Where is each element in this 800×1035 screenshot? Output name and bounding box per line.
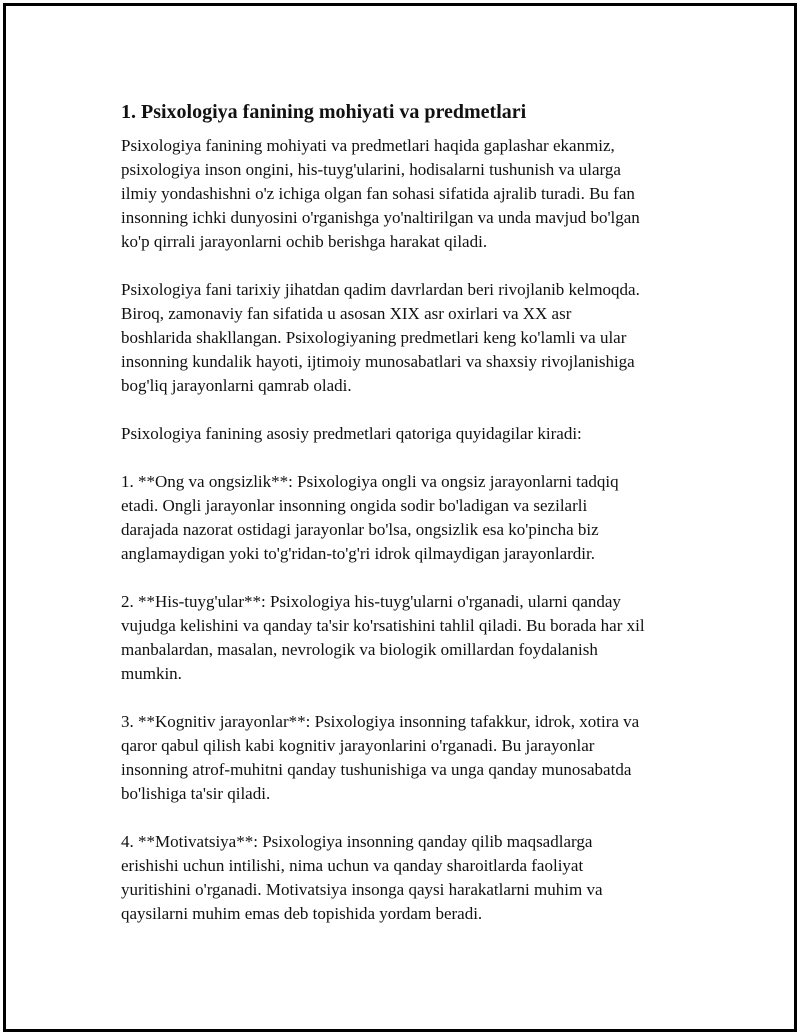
text-line: insonning kundalik hayoti, ijtimoiy munosabatlari va shaxsiy rivojlanishiga	[121, 352, 635, 371]
text-line: 2. **His-tuyg'ular**: Psixologiya his-tuyg'ularni o'rganadi, ularni qanday	[121, 592, 621, 611]
text-line: ilmiy yondashishni o'z ichiga olgan fan sohasi sifatida ajralib turadi. Bu fan	[121, 184, 635, 203]
paragraph-3	[121, 422, 701, 446]
paragraph-5	[121, 590, 701, 686]
paragraph-list	[121, 134, 701, 926]
text-line: bo'lishiga ta'sir qiladi.	[121, 784, 271, 803]
paragraph-7	[121, 830, 701, 926]
document-body	[121, 98, 701, 950]
text-line: bog'liq jarayonlarni qamrab oladi.	[121, 376, 352, 395]
text-line: qaysilarni muhim emas deb topishida yordam beradi.	[121, 904, 483, 923]
paragraph-6	[121, 710, 701, 806]
text-line: insonning ichki dunyosini o'rganishga yo'naltirilgan va unda mavjud bo'lgan	[121, 208, 640, 227]
page-frame	[3, 3, 797, 1032]
text-line: etadi. Ongli jarayonlar insonning ongida sodir bo'ladigan va sezilarli	[121, 496, 588, 515]
text-line: darajada nazorat ostidagi jarayonlar bo'lsa, ongsizlik esa ko'pincha biz	[121, 520, 599, 539]
paragraph-1	[121, 134, 701, 254]
text-line: 1. **Ong va ongsizlik**: Psixologiya ongli va ongsiz jarayonlarni tadqiq	[121, 472, 619, 491]
text-line: qaror qabul qilish kabi kognitiv jarayonlarini o'rganadi. Bu jarayonlar	[121, 736, 595, 755]
text-line: 3. **Kognitiv jarayonlar**: Psixologiya insonning tafakkur, idrok, xotira va	[121, 712, 640, 731]
text-line: psixologiya inson ongini, his-tuyg'ularini, hodisalarni tushunish va ularga	[121, 160, 621, 179]
text-line: ko'p qirrali jarayonlarni ochib berishga harakat qiladi.	[121, 232, 488, 251]
text-line: boshlarida shakllangan. Psixologiyaning predmetlari keng ko'lamli va ular	[121, 328, 627, 347]
text-line: insonning atrof-muhitni qanday tushunishiga va unga qanday munosabatda	[121, 760, 632, 779]
text-line: mumkin.	[121, 664, 182, 683]
text-line: Psixologiya fani tarixiy jihatdan qadim davrlardan beri rivojlanib kelmoqda.	[121, 280, 640, 299]
text-line: anglamaydigan yoki to'g'ridan-to'g'ri idrok qilmaydigan jarayonlardir.	[121, 544, 595, 563]
text-line: Psixologiya fanining asosiy predmetlari qatoriga quyidagilar kiradi:	[121, 424, 582, 443]
paragraph-4	[121, 470, 701, 566]
text-line: manbalardan, masalan, nevrologik va biologik omillardan foydalanish	[121, 640, 598, 659]
text-line: 4. **Motivatsiya**: Psixologiya insonning qanday qilib maqsadlarga	[121, 832, 593, 851]
text-line: Biroq, zamonaviy fan sifatida u asosan XIX asr oxirlari va XX asr	[121, 304, 572, 323]
text-line: yuritishini o'rganadi. Motivatsiya insonga qaysi harakatlarni muhim va	[121, 880, 603, 899]
text-line: erishishi uchun intilishi, nima uchun va qanday sharoitlarda faoliyat	[121, 856, 584, 875]
text-line: Psixologiya fanining mohiyati va predmetlari haqida gaplashar ekanmiz,	[121, 136, 615, 155]
paragraph-2	[121, 278, 701, 398]
text-line: vujudga kelishini va qanday ta'sir ko'rsatishini tahlil qiladi. Bu borada har xil	[121, 616, 645, 635]
document-title: 1. Psixologiya fanining mohiyati va predmetlari	[121, 101, 527, 123]
